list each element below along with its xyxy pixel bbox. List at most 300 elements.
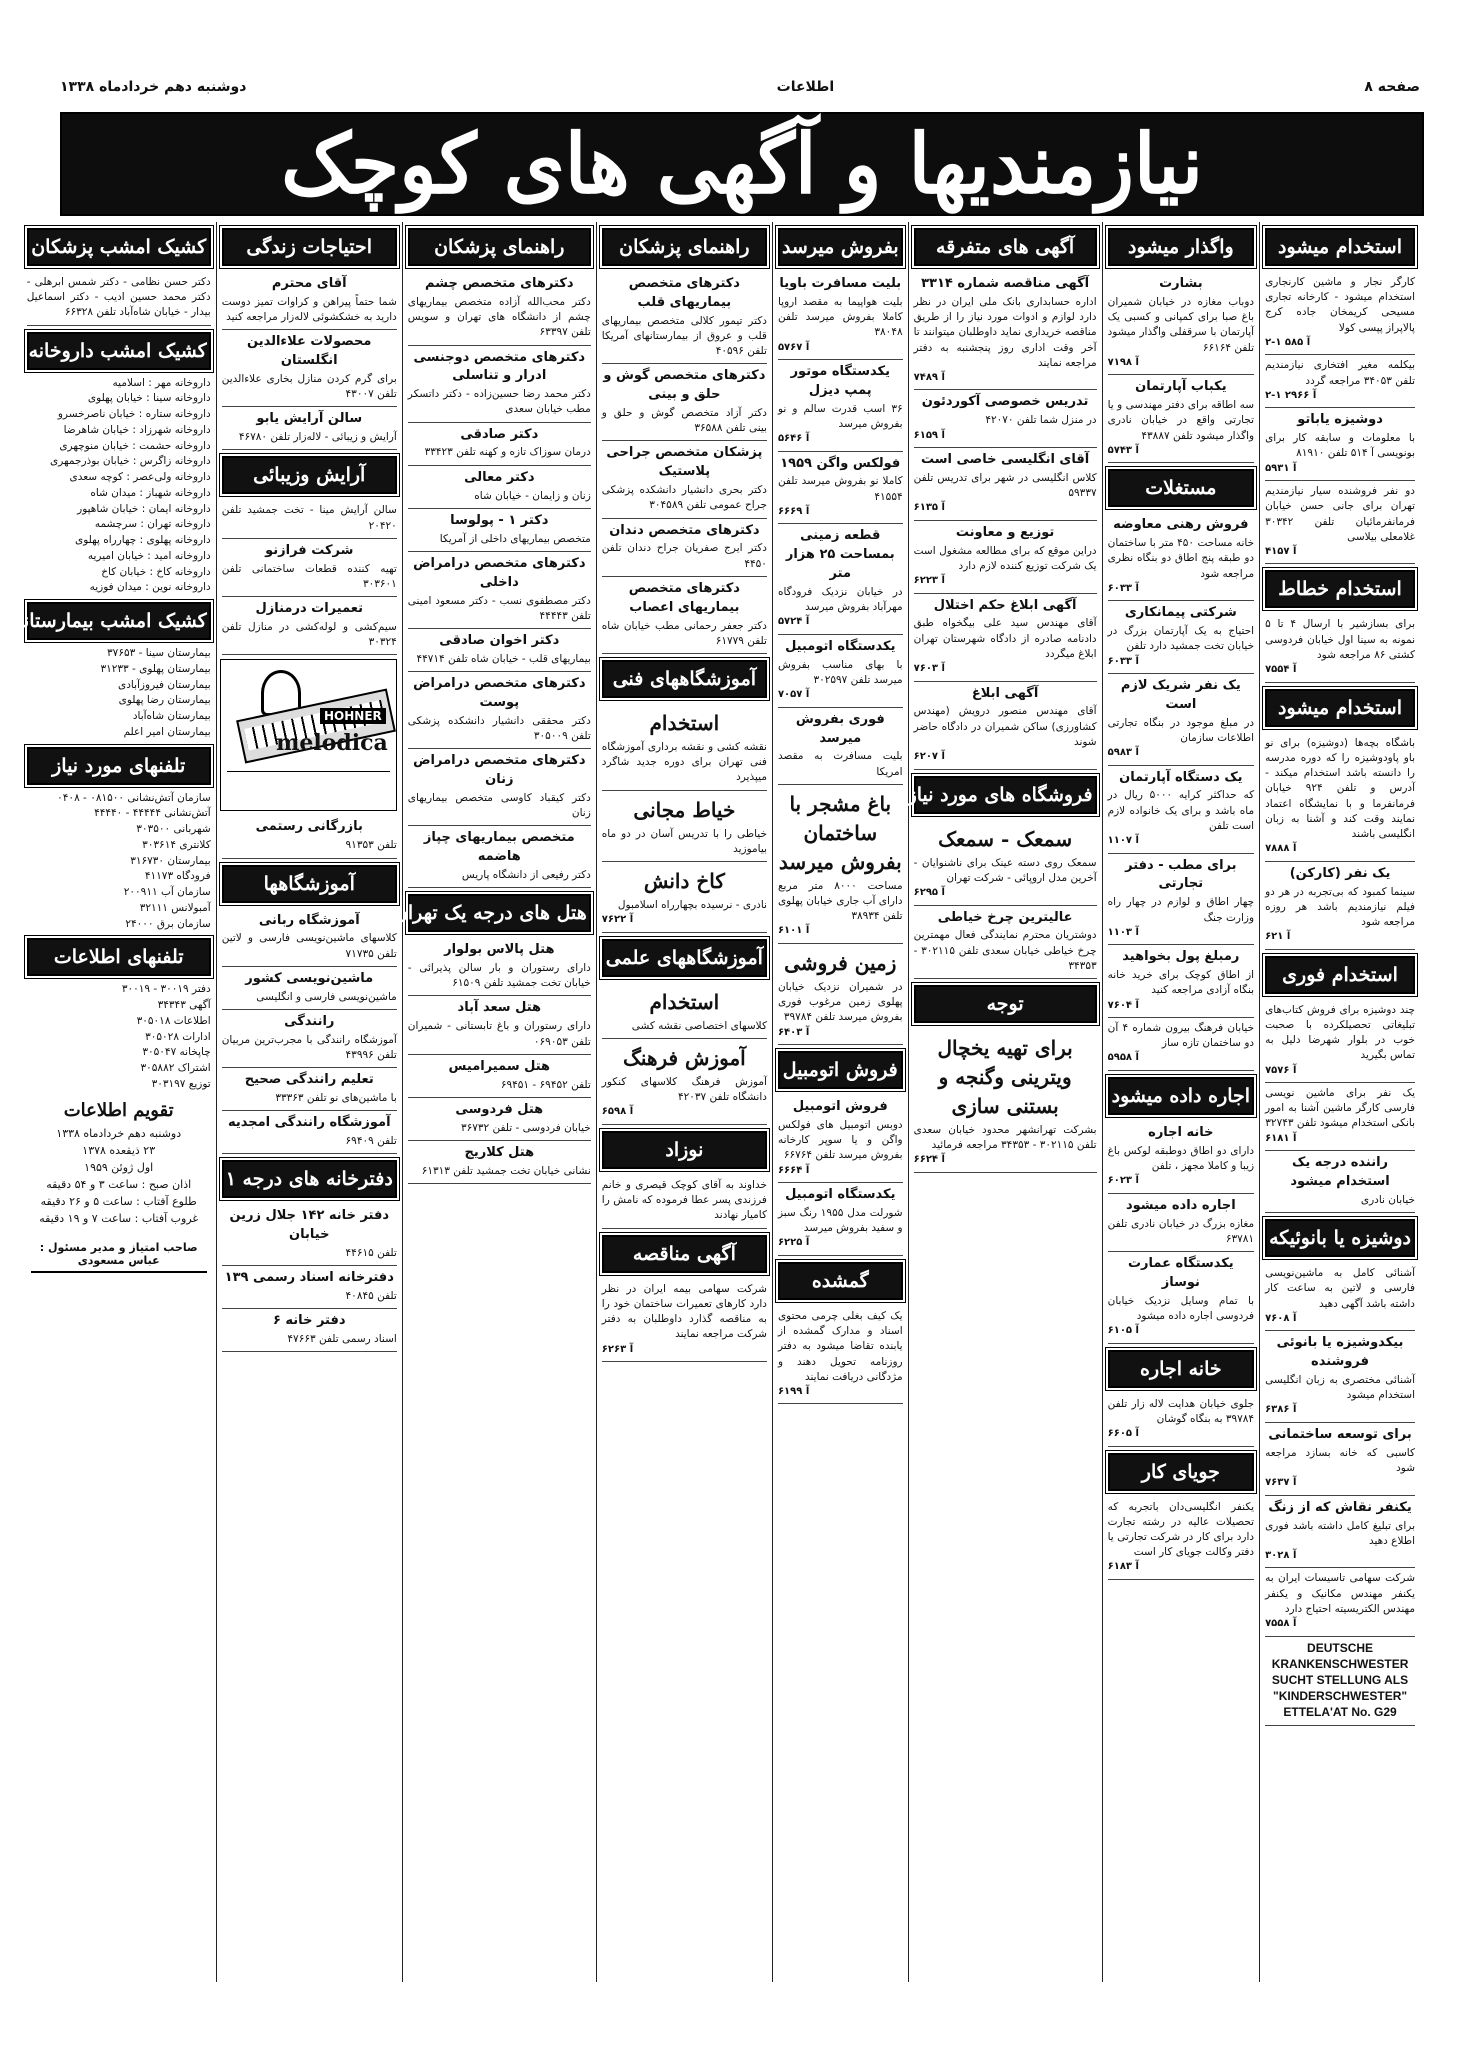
ad-body: یک کیف بغلی چرمی محتوی اسناد و مدارک گمشده از یابنده تقاضا میشود به دفتر روزنامه تحویل دهند و مژدگانی دریافت نمایند <box>777 1309 903 1383</box>
ad-code: آ ۶۰۲۳ <box>1107 1175 1139 1187</box>
section-heading: آموزشگاههای علمی <box>602 939 767 977</box>
classified-ad <box>602 441 767 518</box>
listing-line: توزیع ۳۰۳۱۹۷ <box>151 1077 211 1090</box>
classified-ad <box>778 708 903 785</box>
ad-code: آ ۵۷۴۳ <box>1107 444 1139 456</box>
classified-ad <box>408 996 591 1054</box>
ad-body: کلاس انگلیسی در شهر برای تدریس تلفن ۵۹۳۳۷ <box>913 471 1097 500</box>
ad-body: نادری - نرسیده بچهارراه اسلامبول <box>617 899 767 912</box>
listing-line: بیمارستان پهلوی - ۳۱۲۳۳ <box>100 662 211 675</box>
ad-title: آموزشگاه ربانی <box>258 912 360 928</box>
classified-ad <box>222 1010 397 1068</box>
publisher-signature <box>31 1235 207 1273</box>
section-heading: دوشیزه یا بانوئیکه <box>1265 1219 1415 1257</box>
ad-body: شرکت سهامی تاسیسات ایران به یکنفر مهندس مکانیک و یکنفر مهندس الکتریسیته احتیاج دارد <box>1265 1572 1415 1615</box>
classified-ad <box>1108 272 1254 375</box>
listing-line: داروخانه پهلوی : چهارراه پهلوی <box>74 534 211 547</box>
ad-body: آشنائی مختصری به زبان انگلیسی استخدام میشود <box>1265 1373 1415 1402</box>
ad-title: دکترهای متخصص درامراض زنان <box>413 753 586 787</box>
section-heading: کشیک امشب پزشکان <box>27 228 211 266</box>
ad-title: یکنفر نقاش که از زنگ <box>1268 1499 1412 1515</box>
classified-ad <box>602 272 767 364</box>
section-heading: گمشده <box>778 1262 903 1300</box>
ad-title: تعلیم رانندگی صحیح <box>244 1072 374 1088</box>
classified-ad <box>408 1141 591 1184</box>
classified-ad <box>1108 1394 1254 1447</box>
ad-code: آ ۶۱۸۱ <box>1265 1132 1297 1144</box>
classified-ad <box>1265 1423 1415 1496</box>
ad-body: نقشه کشی و نقشه برداری آموزشگاه فنی تهران برای دوره جدید شاگرد میپذیرد <box>601 741 767 784</box>
listing-line: داروخانه شهرزاد : خیابان شاهرضا <box>63 423 211 436</box>
classified-ad <box>602 704 767 791</box>
classified-ad <box>408 1098 591 1141</box>
classified-ad <box>222 1309 397 1352</box>
ad-code: آ ۶۱۸۳ <box>1107 1561 1139 1573</box>
ad-title: دکتر اخوان صادقی <box>439 632 560 648</box>
ad-body: دوباب مغازه در خیابان شمیران باغ صبا برای کمپانی و کسبی یک آپارتمان با سرقفلی واگذار میشود تلفن ۶۶۱۶۴ <box>1107 295 1255 354</box>
ad-body: خیاطی را با تدریس آسان در دو ماه بیاموزید <box>601 827 767 855</box>
ad-title: آگهی ابلاغ <box>971 685 1039 701</box>
ad-title: دکترهای متخصص بیماریهای اعصاب <box>628 580 740 615</box>
listing-line: داروخانه حشمت : خیابان منوچهری <box>59 439 211 452</box>
listing-line: داروخانه زاگرس : خیابان بوذرجمهری <box>50 455 211 468</box>
ad-body: آموزشگاه رانندگی با مجرب‌ترین مربیان تلفن ۴۳۹۹۶ <box>221 1033 397 1061</box>
ad-body: سمعک روی دسته عینک برای ناشنوایان - آخرین مدل اروپائی - شرکت تهران <box>913 856 1097 884</box>
classified-ad <box>222 407 397 450</box>
ad-headline: کاخ دانش <box>643 869 725 894</box>
section-heading: بفروش میرسد <box>778 228 903 266</box>
ad-headline: استخدام <box>649 989 720 1014</box>
classified-ad <box>222 967 397 1010</box>
ad-title: دکتر صادقی <box>460 426 539 442</box>
listing-line: بیمارستان ۳۱۶۷۳۰ <box>130 854 211 867</box>
ad-code: آ ۱۱۰۷ <box>1107 835 1139 847</box>
ad-body: خداوند به آقای کوچک قیصری و خانم فرزندی پسر عطا فرموده که نامش را کامیار نهادند <box>601 1178 767 1222</box>
section-heading: فروشگاه های مورد نیاز <box>914 776 1097 814</box>
listing-line: بیمارستان شاه‌آباد <box>132 710 211 723</box>
classified-ad <box>222 1266 397 1309</box>
section-heading: دفترخانه های درجه ۱ <box>222 1160 397 1198</box>
ad-title: یک نفر شریک لازم است <box>1120 678 1241 712</box>
ad-title: راننده درجه یک استخدام میشود <box>1290 1155 1390 1190</box>
ad-code: آ ۵۹۳۱ <box>1265 462 1297 474</box>
ad-code: آ ۶۳۸۶ <box>1265 1404 1297 1416</box>
ad-body: یکنفر انگلیسی‌دان باتجربه که تحصیلات عالیه در رشته تجارت دارد برای کار در شرکت تجارتی یا دفتر وکالت جویای کار است <box>1107 1500 1255 1559</box>
ad-code: آ ۷۵۷۶ <box>1265 1064 1297 1076</box>
ad-title: دکترهای متخصص درامراض داخلی <box>413 555 586 590</box>
classified-ad <box>222 815 397 858</box>
calendar-box <box>27 1093 211 1227</box>
listing-line: ادارات ۳۰۵۰۲۸ <box>145 1030 211 1043</box>
classified-ad <box>914 906 1097 980</box>
ad-code: آ ۶۲۲۵ <box>777 1237 810 1249</box>
ad-code: آ ۷۵۵۴ <box>1265 664 1297 676</box>
section-heading: هتل های درجه یک تهران <box>408 894 591 932</box>
classified-ad <box>1108 1018 1254 1071</box>
ad-title: شرکت فرازنو <box>265 542 354 558</box>
classified-ad <box>1265 733 1415 862</box>
section-heading: کشیک امشب داروخانه ها <box>27 332 211 370</box>
ad-body: بلیت مسافرت به مقصد امریکا <box>777 750 903 778</box>
listing-line: داروخانه کاخ : خیابان کاخ <box>101 565 211 578</box>
column-5 <box>596 222 772 1982</box>
ad-title: برای توسعه ساختمانی <box>1268 1426 1412 1442</box>
german-ad-line: ETTELA'AT No. G29 <box>1283 1705 1397 1720</box>
ad-headline: باغ مشجر با ساختمان بفروش میرسد <box>778 791 902 874</box>
ad-body: برای تبلیغ کامل داشته باشد فوری اطلاع دهید <box>1265 1519 1415 1547</box>
ad-code: آ ۶۱۹۹ <box>777 1385 810 1397</box>
ad-code: آ ۷۱۹۸ <box>1107 356 1139 368</box>
classified-ad <box>602 1039 767 1125</box>
classified-ad <box>222 1204 397 1266</box>
calendar-line: ۲۳ ذیقعده ۱۳۷۸ <box>82 1143 156 1157</box>
ad-code: آ ۶۶۰۵ <box>1107 1428 1139 1440</box>
classified-ad <box>914 682 1097 770</box>
column-2 <box>1102 222 1259 1982</box>
ad-body: بلیت هواپیما به مقصد اروپا کاملا بفروش میرسد تلفن ۳۸۰۴۸ <box>777 295 903 339</box>
section-heading: نوزاد <box>602 1131 767 1169</box>
german-ad-line: KRANKENSCHWESTER <box>1271 1656 1409 1671</box>
classified-ad <box>1265 272 1415 355</box>
ad-code: آ ۷۶۳۷ <box>1265 1477 1297 1489</box>
classified-ad <box>1265 1000 1415 1083</box>
ad-title: قطعه زمینی بمساحت ۲۵ هزار متر <box>785 528 895 582</box>
ad-code: آ ۶۲۲۳ <box>913 575 945 587</box>
ad-body: شما حتماً پیراهن و کراوات تمیز دوست دارید به خشکشوئی لاله‌زار مراجعه کنید <box>221 295 397 324</box>
listing-line: چاپخانه ۳۰۵۰۴۷ <box>142 1046 211 1059</box>
brand-wordmark: melodica <box>276 730 388 757</box>
ad-body: دکتر محمد رضا حسین‌زاده - دکتر داتسکر مطب خیابان سعدی <box>407 388 591 416</box>
ad-title: شرکتی پیمانکاری <box>1124 605 1237 621</box>
ad-code: آ ۶۶۲۴ <box>913 1154 945 1166</box>
ad-title: رانندگی <box>284 1013 335 1029</box>
classified-ad <box>222 539 397 597</box>
ad-body: برای گرم کردن منازل بخاری علاءالدین تلفن ۴۳۰۰۷ <box>221 372 397 401</box>
ad-body: متخصص بیماریهای داخلی از آمریکا <box>439 532 591 545</box>
ad-body: یک نفر برای ماشین نویسی فارسی کارگر ماشین آشنا به امور بانکی استخدام میشود تلفن ۳۲۷۴۳ <box>1265 1087 1415 1130</box>
ad-body: احتیاج به یک آپارتمان بزرگ در خیابان تخت جمشید دارد تلفن <box>1107 625 1255 653</box>
ad-body: کلاسهای ماشین‌نویسی فارسی و لاتین تلفن ۷۱۷۳۵ <box>221 932 397 960</box>
classified-ad <box>1108 375 1254 463</box>
classified-ad <box>1265 614 1415 682</box>
calendar-line: اذان صبح : ساعت ۳ و ۵۴ دقیقه <box>46 1177 192 1191</box>
ad-body: اسناد رسمی تلفن ۴۷۶۶۳ <box>287 1333 397 1346</box>
classified-ad <box>602 791 767 862</box>
column-6 <box>393 222 596 1982</box>
listing-line: داروخانه سینا : خیابان پهلوی <box>87 392 211 405</box>
section-heading: احتیاجات زندگی <box>222 228 397 266</box>
ad-code: آ ۶۲۰۷ <box>913 751 945 763</box>
ad-code: آ ۶۲۱ <box>1265 931 1291 943</box>
ad-body: سینما کمبود که بی‌تجربه در هر دو فیلم نیازمندیم باشد هر روزه مراجعه شود <box>1265 885 1415 928</box>
section-heading: آموزشگاههای فنی <box>602 660 767 698</box>
ad-code: آ ۵۹۸۳ <box>1107 747 1139 759</box>
classified-ad <box>408 346 591 423</box>
ad-body: برای بسازشیر با ارسال ۴ تا ۵ نمونه به سینا اول خیابان فردوسی کشتی ۸۶ مراجعه شود <box>1265 618 1415 661</box>
classified-ad <box>1265 481 1415 564</box>
ad-title: آقای محترم <box>271 276 347 291</box>
listing-line: سازمان آب ۲۰۰۹۱۱ <box>123 886 211 899</box>
ad-title: یک نفر (کارکن) <box>1289 865 1391 881</box>
section-heading: توجه <box>914 985 1097 1023</box>
classified-ad <box>1108 766 1254 854</box>
ad-title: فروش اتومبیل <box>792 1099 888 1115</box>
ad-title: دفترخانه اسناد رسمی ۱۳۹ <box>224 1270 394 1286</box>
ad-body: بشرکت تهرانشهر محدود خیابان سعدی تلفن ۳۰۲۱۱۵ - ۳۴۳۵۳ مراجعه فرمائید <box>913 1124 1097 1152</box>
ad-body: باشگاه بچه‌ها (دوشیزه) برای نو باو پاودوشیزه را که دوره مدرسه را دانسته باشد استخدام میکند - آدرس و تلفن ۹۲۴ خیابان فرمانفرما و با نمایشگاه اعتماد نمایند وقت کند و آشنا به زبان انگلیسی باشند <box>1265 736 1415 840</box>
classified-ad <box>778 524 903 634</box>
ad-body: سالن آرایش مینا - تخت جمشید تلفن ۲۰۴۲۰ <box>221 504 397 532</box>
classified-ad <box>222 597 397 655</box>
ad-title: یکدستگاه اتومبیل <box>785 638 896 654</box>
classified-ad <box>1265 408 1415 481</box>
classified-ad <box>1265 1331 1415 1423</box>
ad-body: دکتر تیمور کلالی متخصص بیماریهای قلب و عروق از بیمارستانهای آمریکا تلفن ۴۰۵۹۶ <box>601 314 767 358</box>
ad-title: خانه اجاره <box>1148 1124 1214 1140</box>
ad-title: پزشکان متخصص جراحی پلاستیک <box>606 445 763 480</box>
ad-body: در منزل شما تلفن ۴۲۰۷۰ <box>985 414 1097 427</box>
ad-title: دکترهای متخصص چشم <box>425 276 574 291</box>
ad-body: مساحت ۸۰۰۰ متر مربع دارای آب جاری خیابان پهلوی تلفن ۳۸۹۳۴ <box>777 879 903 923</box>
ad-body: خیابان نادری <box>1360 1193 1415 1206</box>
section-heading: تلفنهای اطلاعات <box>27 938 211 976</box>
classified-ad <box>1265 1568 1415 1636</box>
ad-body: بیماریهای قلب - خیابان شاه تلفن ۴۴۷۱۴ <box>416 652 591 665</box>
ad-body: دوشتریان محترم نمایندگی فعال مهمترین چرخ خیاطی خیابان سعدی تلفن ۳۰۲۱۱۵ - ۳۴۳۵۳ <box>913 929 1097 972</box>
ad-title: تعمیرات درمنازل <box>255 601 364 617</box>
listing-line: سازمان برق ۲۴۰۰۰ <box>125 917 211 930</box>
listing-line: کلانتری ۳۰۳۶۱۴ <box>142 838 211 851</box>
ad-title: هتل سعد آباد <box>457 1000 542 1016</box>
issue-date: دوشنبه دهم خردادماه ۱۳۳۸ <box>60 79 247 95</box>
ad-title: هتل کلاریج <box>464 1144 535 1160</box>
ad-body: دکتر محب‌الله آزاده متخصص بیماریهای چشم از دانشگاه های تهران و سویس تلفن ۶۳۳۹۷ <box>407 295 591 339</box>
columns-container <box>6 222 1420 1982</box>
ad-title: رمبلغ پول بخواهید <box>1122 949 1240 965</box>
ad-title: یک دستگاه آپارتمان <box>1119 769 1243 785</box>
classified-ad <box>1108 513 1254 601</box>
listing-line: بیمارستان فیروزآبادی <box>118 678 211 691</box>
section-heading: آرایش وزیبائی <box>222 456 397 494</box>
ad-title: دکترهای متخصص دوجنسی ادرار و تناسلی <box>413 349 586 384</box>
ad-title: آموزشگاه رانندگی امجدیه <box>227 1115 391 1131</box>
classified-ad <box>602 577 767 654</box>
listing-line: آگهی ۳۴۳۴۳ <box>157 999 211 1012</box>
ad-body: با تمام وسایل نزدیک خیابان فردوسی اجاره داده میشود <box>1107 1294 1255 1322</box>
ad-body: آقای مهندس سید علی بیگخواه طبق دادنامه صادره از دادگاه شهرستان تهران ابلاغ میگردد <box>913 617 1097 660</box>
ad-body: دارای دو اطاق دوطبقه لوکس باغ زیبا و کاملا مجهز ، تلفن <box>1107 1144 1255 1173</box>
classified-ad <box>1108 601 1254 674</box>
ad-body: دکتر رفیعی از دانشگاه پاریس <box>461 868 591 881</box>
calendar-title: تقویم اطلاعات <box>63 1099 174 1121</box>
classified-ad <box>914 594 1097 682</box>
dealer-signature <box>227 771 390 802</box>
classified-ad <box>1265 1263 1415 1331</box>
ad-title: سالن آرایش یابو <box>256 411 363 427</box>
brand-logo: HOHNER <box>320 708 386 724</box>
section-heading: آگهی های متفرقه <box>914 228 1097 266</box>
ad-title: دفتر خانه ۱۴۲ جلال زرین خیابان <box>229 1208 390 1243</box>
classified-ad <box>408 629 591 672</box>
listing-line: فرودگاه ۴۱۱۷۳ <box>144 870 211 883</box>
ad-body: دکتر کیقباد کاوسی متخصص بیماریهای زنان <box>407 791 591 820</box>
ad-body: خیابان فردوسی - تلفن ۳۶۷۳۲ <box>460 1121 591 1134</box>
listing-line: داروخانه نوین : میدان فوزیه <box>89 581 211 594</box>
ad-code: آ ۶۱۰۱ <box>777 925 810 937</box>
listing-line: داروخانه ولی‌عصر : کوچه سعدی <box>69 471 211 484</box>
german-ad-line: DEUTSCHE <box>1307 1640 1374 1655</box>
section-heading: تلفنهای مورد نیاز <box>27 747 211 785</box>
column-4 <box>772 222 908 1982</box>
listing-line: داروخانه تهران : سرچشمه <box>94 518 211 531</box>
ad-body: دکتر مصطفوی نسب - دکتر مسعود امینی تلفن ۴۴۴۴۳ <box>407 594 591 622</box>
classified-ad <box>1108 1252 1254 1344</box>
ad-body: دکتر آزاد متخصص گوش و حلق و بینی تلفن ۳۶۵۸۸ <box>601 407 767 435</box>
listing-line: اطلاعات ۳۰۵۰۱۸ <box>136 1014 211 1027</box>
section-heading: فروش اتومبیل <box>778 1051 903 1089</box>
classified-ad <box>1265 355 1415 408</box>
ad-code: آ ۷۶۰۳ <box>913 663 945 675</box>
ad-code: ۲-۱ آ ۲۹۶۶ <box>1265 389 1317 401</box>
classified-ad <box>1265 1151 1415 1213</box>
ad-body: دکتر ایرج صفریان جراح دندان تلفن ۴۴۵۰ <box>601 542 767 570</box>
ad-headline: خیاط مجانی <box>633 797 736 822</box>
ad-body: تلفن ۶۹۴۰۹ <box>345 1135 397 1148</box>
listing-line: داروخانه شهباز : میدان شاه <box>90 486 211 499</box>
ad-body: تلفن ۶۹۴۵۲ - ۶۹۴۵۱ <box>500 1078 591 1091</box>
ad-code: آ ۶۱۳۵ <box>913 502 945 514</box>
ad-body: شورلت مدل ۱۹۵۵ رنگ سبز و سفید بفروش میرسد <box>777 1206 903 1235</box>
classified-ad <box>778 1095 903 1183</box>
classified-ad <box>1265 1496 1415 1569</box>
ad-body: که حداکثر کرایه ۵۰۰۰ ریال در ماه باشد و برای یک خانواده لازم است تلفن <box>1107 789 1255 832</box>
calendar-line: طلوع آفتاب : ساعت ۵ و ۲۶ دقیقه <box>40 1194 197 1208</box>
ad-code: آ ۱۱۰۳ <box>1107 926 1139 938</box>
ad-body: با ماشین‌های نو تلفن ۳۳۳۶۳ <box>275 1092 397 1104</box>
ad-title: یکباب آپارتمان <box>1135 379 1227 395</box>
classified-ad <box>408 938 591 996</box>
ad-code: آ ۶۰۳۳ <box>1107 582 1139 594</box>
classified-ad <box>408 509 591 552</box>
ad-body: ۳۶ اسب قدرت سالم و نو بفروش میرسد <box>777 402 903 430</box>
ad-title: محصولات علاءالدین انگلستان <box>247 334 372 369</box>
ad-body: کاسبی که خانه بسازد مراجعه شود <box>1265 1446 1415 1474</box>
classified-ad <box>914 448 1097 521</box>
classified-ad <box>1265 1083 1415 1151</box>
ad-body: تلفن ۹۱۳۵۳ <box>345 839 397 852</box>
ad-body: اداره حسابداری بانک ملی ایران در نظر دارد لوازم و ادوات مورد نیاز را از طریق مناقصه خریداری نماید داوطلبان میتوانند تا آخر وقت اداری روز پنجشنبه به دفتر مراجعه نمایند <box>913 295 1097 369</box>
ad-code: آ ۶۶۶۴ <box>777 1164 810 1176</box>
ad-body: دارای رستوران و باغ تابستانی - شمیران تلفن ۰۶۹۰۵۳ <box>407 1020 591 1048</box>
classified-ad <box>778 944 903 1045</box>
german-ad-line: "KINDERSCHWESTER" <box>1273 1689 1408 1704</box>
ad-body: دراین موقع که برای مطالعه مشغول است یک شرکت توزیع کننده لازم دارد <box>913 544 1097 572</box>
ad-title: آگهی مناقصه شماره ۳۳۱۴ <box>921 276 1090 291</box>
classified-ad <box>778 785 903 944</box>
ad-code: آ ۷۴۸۹ <box>913 371 945 383</box>
german-ad <box>1265 1637 1415 1726</box>
classified-ad <box>222 909 397 967</box>
ad-headline: برای تهیه یخچال ویترینی وگنجه و بستنی سازی <box>937 1036 1073 1118</box>
ad-body: مغازه بزرگ در خیابان نادری تلفن ۶۳۷۸۱ <box>1107 1217 1255 1245</box>
section-heading: راهنمای پزشکان <box>408 228 591 266</box>
german-ad-line: SUCHT STELLUNG ALS <box>1271 1672 1409 1687</box>
ad-body: خیابان فرهنگ بیرون شماره ۴ آن دو ساختمان تازه ساز <box>1107 1022 1255 1050</box>
ad-body: چهار اطاق و لوازم در چهار راه وزارت جنگ <box>1107 896 1255 924</box>
ad-body: خانه مساحت ۴۵۰ متر با ساختمان دو طبقه پنج اطاق دو بنگاه نظری مراجعه شود <box>1107 537 1255 580</box>
column-8 <box>6 222 216 1982</box>
classified-ad <box>222 500 397 538</box>
ad-body: با معلومات و سابقه کار برای بونویسی آ ۵۱۴ تلفن ۸۱۹۱۰ <box>1265 432 1415 460</box>
classified-ad <box>222 330 397 407</box>
section-heading: مستغلات <box>1108 469 1254 507</box>
ad-body: دکتر حسن نظامی - دکتر شمس ابرهلی - دکتر محمد حسین ادیب - دکتر اسماعیل بیدار - خیابان شاه‌آباد تلفن ۶۶۳۲۸ <box>26 276 211 319</box>
classified-ad <box>778 360 903 452</box>
ad-body: در خیابان نزدیک فرودگاه مهرآباد بفروش میرسد <box>777 585 903 614</box>
banner-title: نیازمندیها و آگهی های کوچک <box>281 116 1203 212</box>
section-heading: راهنمای پزشکان <box>602 228 767 266</box>
ad-title: فوری بفروش میرسد <box>795 711 885 746</box>
ad-title: آقای انگلیسی خاصی است <box>921 452 1090 467</box>
ad-body: جلوی خیابان هدایت لاله زار تلفن ۳۹۷۸۴ به بنگاه گوشان <box>1107 1397 1255 1425</box>
ad-code: ۲-۱ آ ۵۸۵ <box>1265 336 1311 348</box>
ad-headline: استخدام <box>649 711 720 735</box>
publisher-line: صاحب امتیاز و مدیر مسئول : عباس مسعودی <box>39 1240 198 1267</box>
ad-body: شرکت سهامی بیمه ایران در نظر دارد کارهای تعمیرات ساختمان خود را به مناقصه گذارد داوطلبان به دفتر شرکت مراجعه نمایند <box>601 1282 767 1341</box>
section-heading: خانه اجاره <box>1108 1350 1254 1388</box>
melodica-advert-image <box>220 659 397 811</box>
ad-code: آ ۶۱۵۹ <box>913 429 945 441</box>
ad-title: یکدستگاه اتومبیل <box>785 1187 896 1203</box>
classified-ad <box>778 452 903 525</box>
ad-code: آ ۴۱۵۷ <box>1265 545 1297 557</box>
ad-code: آ ۵۹۵۸ <box>1107 1052 1139 1064</box>
listing-line: بیمارستان سینا - ۳۷۶۵۳ <box>107 647 211 660</box>
ad-code: آ ۷۸۸۸ <box>1265 843 1297 855</box>
ad-code: آ ۶۶۶۹ <box>777 505 810 517</box>
section-heading: واگذار میشود <box>1108 228 1254 266</box>
ad-title: ماشین‌نویسی کشور <box>245 970 374 986</box>
ad-body: در مبلغ موجود در بنگاه تجارتی اطلاعات سازمان <box>1107 716 1255 744</box>
ad-title: دکتر معالی <box>464 469 535 485</box>
classified-ad <box>778 635 903 708</box>
ad-title: بشارت <box>1159 276 1203 291</box>
section-heading: آگهی مناقصه <box>602 1235 767 1273</box>
ad-body: دوبس اتومبیل های فولکس واگن و یا سوپر کارخانه بفروش میرسد تلفن ۶۶۷۶۴ <box>777 1118 903 1162</box>
classified-ad <box>602 983 767 1039</box>
ad-body: با بهای مناسب بفروش میرسد تلفن ۳۰۲۵۹۷ <box>777 658 903 686</box>
classified-ad <box>222 1068 397 1111</box>
classified-ad <box>914 390 1097 448</box>
ad-body: آقای مهندس منصور درویش (مهندس کشاورزی) ساکن شمیران در دادگاه حاضر شوند <box>913 705 1097 748</box>
classified-ad <box>1108 674 1254 766</box>
ad-body: دکتر محققی دانشیار دانشکده پزشکی تلفن ۳۰۵۰۰۹ <box>407 714 591 742</box>
ad-body: کارگر نجار و ماشین کارنجاری استخدام میشود - کارخانه تجاری مسیحی کریمخان جاده کرج پالاپراز پپسی کولا <box>1265 276 1415 334</box>
ad-code: آ ۶۲۹۵ <box>913 887 945 898</box>
ad-title: عالیترین چرخ خیاطی <box>937 909 1073 925</box>
classified-ad <box>408 1055 591 1098</box>
section-heading: استخدام خطاط <box>1265 570 1415 608</box>
section-heading: استخدام میشود <box>1265 689 1415 727</box>
classified-ad <box>602 1279 767 1362</box>
ad-title: هتل پالاس بولوار <box>444 942 555 958</box>
ad-title: توزیع و معاونت <box>955 524 1055 540</box>
listing-line: داروخانه ستاره : خیابان ناصرخسرو <box>57 408 211 421</box>
classified-ad <box>602 862 767 933</box>
classified-ad <box>1108 1497 1254 1580</box>
classified-ad <box>222 272 397 330</box>
ad-code: آ ۶۵۹۸ <box>601 1106 634 1118</box>
